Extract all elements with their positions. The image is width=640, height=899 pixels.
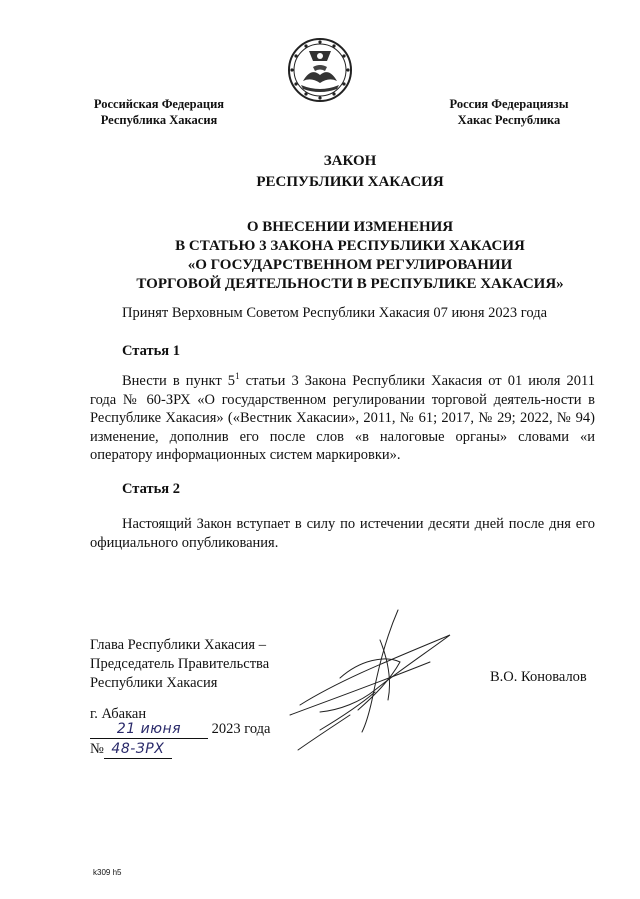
article-2-text (90, 515, 595, 552)
law-number (90, 741, 172, 759)
header-left-line1: Российская Федерация (93, 97, 225, 111)
header-right-line1: Россия Федерациязы (449, 97, 569, 111)
date-handwritten-field (90, 721, 208, 739)
signatory-line1: Глава Республики Хакасия – (90, 637, 266, 653)
law-subtitle (60, 218, 640, 294)
handwritten-signature (280, 600, 460, 760)
signing-date (90, 721, 270, 739)
number-handwritten: 48-ЗРХ (111, 741, 165, 757)
signatory-title (90, 636, 269, 693)
number-prefix: № (90, 741, 104, 757)
header-right-line2: Хакас Республика (457, 113, 561, 127)
header-right (434, 96, 584, 128)
article-1-text-rest: статьи 3 Закона Республики Хакасия от 01 июля 2011 года № 60-ЗРХ «О государственном регулировании торговой деятель-ности в Республике Хакасия» («Вестник Хакасии», 2011, № 61; 2017, № 29; 2022, № 94) изменение, дополнив его после слов «в налоговые органы» словами «и оператору информационных систем маркировки». (90, 373, 595, 463)
date-handwritten: 21 июня (116, 721, 182, 737)
coat-of-arms-emblem (287, 37, 353, 103)
article-1-superscript: 1 (235, 371, 240, 382)
signatory-line2: Председатель Правительства (90, 656, 270, 672)
article-1-text-start: Внести в пункт 5 (122, 373, 236, 389)
subtitle-line1: О ВНЕСЕНИИ ИЗМЕНЕНИЯ (246, 219, 454, 235)
number-handwritten-field (104, 741, 172, 759)
subtitle-line4: ТОРГОВОЙ ДЕЯТЕЛЬНОСТИ В РЕСПУБЛИКЕ ХАКАСИЯ» (136, 276, 564, 292)
footer-code: k309 h5 (93, 868, 122, 877)
header-left (84, 96, 234, 128)
subtitle-line2: В СТАТЬЮ 3 ЗАКОНА РЕСПУБЛИКИ ХАКАСИЯ (175, 238, 525, 254)
adopted-statement: Принят Верховным Советом Республики Хакасия 07 июня 2023 года (122, 305, 548, 321)
signatory-line3: Республики Хакасия (90, 675, 218, 691)
law-title-line2: РЕСПУБЛИКИ ХАКАСИЯ (256, 174, 444, 190)
law-title-line1: ЗАКОН (323, 153, 377, 169)
header-left-line2: Республика Хакасия (100, 113, 218, 127)
date-year: 2023 года (211, 721, 271, 737)
signatory-name: В.О. Коновалов (490, 669, 587, 685)
article-1-heading: Статья 1 (122, 343, 180, 359)
subtitle-line3: «О ГОСУДАРСТВЕННОМ РЕГУЛИРОВАНИИ (187, 257, 513, 273)
article-2-text-body: Настоящий Закон вступает в силу по истечении десяти дней после дня его официального опубликования. (90, 516, 595, 551)
article-1-text (90, 372, 595, 465)
article-2-heading: Статья 2 (122, 481, 180, 497)
law-title (60, 151, 640, 193)
place-of-signing: г. Абакан (90, 706, 147, 722)
